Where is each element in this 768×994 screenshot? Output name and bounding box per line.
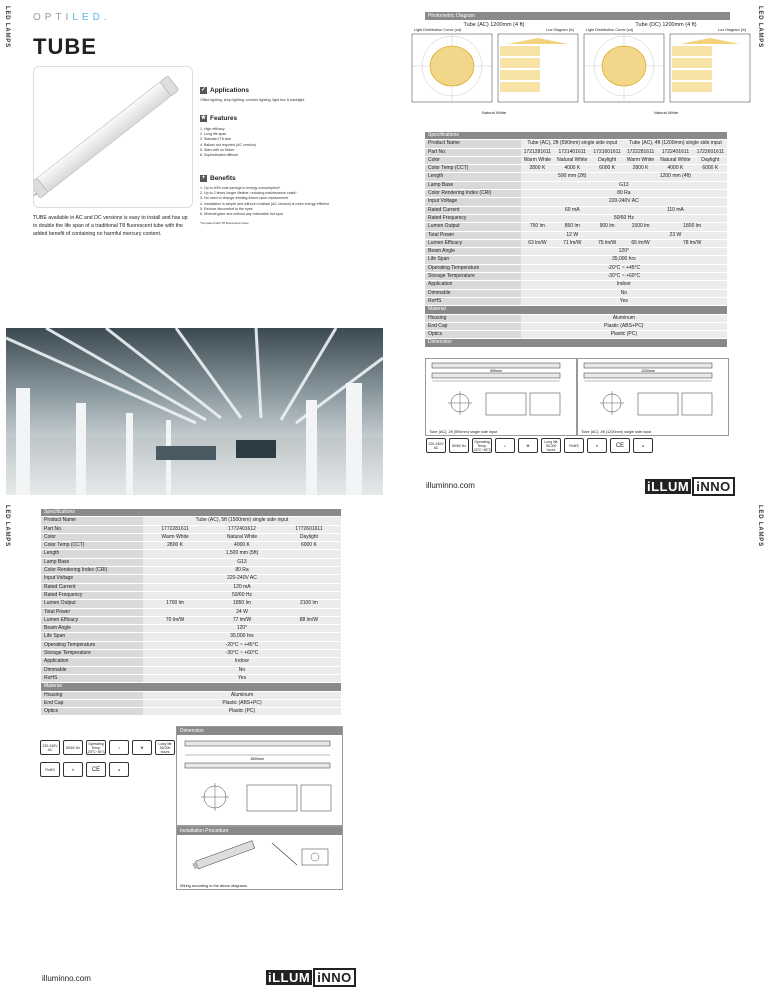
illuminno-logo-bottom xyxy=(266,968,356,987)
spec2-value: Natural White xyxy=(207,533,277,541)
table-row xyxy=(41,517,341,525)
table-row xyxy=(425,297,727,305)
table-row xyxy=(425,165,727,173)
spec1-label: Operating Temperature xyxy=(425,264,521,272)
table-row xyxy=(41,542,341,550)
table-row xyxy=(41,650,341,658)
spec2-value: 80 Ra xyxy=(143,567,341,575)
product-image xyxy=(33,66,193,208)
table-row xyxy=(41,525,341,533)
photometric-right xyxy=(580,22,752,134)
spec1-value: -20°C ~ +45°C xyxy=(521,264,727,272)
benefits-item: 4. Installation is simple and without a ballast (AC version) is more energy efficient xyxy=(200,201,329,206)
spec2-label: Rated Frequency xyxy=(41,591,143,599)
spec2-material-heading: Material xyxy=(41,683,341,691)
spec2-value: -30°C ~ +60°C xyxy=(143,650,341,658)
spec1-label: Life Span xyxy=(425,256,521,264)
spec1-value: 1721601611 xyxy=(590,148,623,156)
spec1-value: 71 lm/W xyxy=(554,239,590,247)
table-row xyxy=(425,322,727,330)
no-uv-icon: ● xyxy=(109,762,129,777)
spec1-label: Lumen Efficacy xyxy=(425,239,521,247)
benefits-item: 5. Reduce discomfort to the eyes xyxy=(200,206,253,211)
table-row xyxy=(41,550,341,558)
dimension-left-caption: Tube (AC), 2ft (590mm) single side input xyxy=(429,430,498,434)
spec1-value: 750 lm xyxy=(521,223,554,231)
installation-diagram xyxy=(177,835,342,879)
dimension-panel-right xyxy=(577,358,729,436)
table-row xyxy=(425,223,727,231)
features-heading xyxy=(200,115,237,122)
spec1-value: Natural White xyxy=(657,156,693,164)
dim-bottom-length: 1500mm xyxy=(250,757,264,761)
spec2-value: 88 lm/W xyxy=(277,616,341,624)
table-row xyxy=(425,314,727,322)
installation-panel xyxy=(176,826,343,890)
spec2-label: Operating Temperature xyxy=(41,641,143,649)
spec2-value: No xyxy=(143,666,341,674)
spec2-label: Color Temp (CCT) xyxy=(41,542,143,550)
tube-illustration xyxy=(34,67,192,207)
page-title: TUBE xyxy=(33,34,97,59)
spec2-dimension-heading: Dimension xyxy=(177,727,342,735)
ce-icon: CE xyxy=(610,438,630,453)
spec1-value: 850 lm xyxy=(554,223,590,231)
airport-photo xyxy=(6,328,383,495)
spec1-label: Rated Current xyxy=(425,206,521,214)
table-row xyxy=(425,156,727,164)
spec2-value: Plastic (PC) xyxy=(143,708,341,716)
spec1-value: 1500 lm xyxy=(624,223,657,231)
spec1-value: 50/60 Hz xyxy=(521,214,727,222)
spec2-value: 120° xyxy=(143,625,341,633)
spec2-value: 1,500 mm (5ft) xyxy=(143,550,341,558)
spec2-value: 50/60 Hz xyxy=(143,591,341,599)
spec2-value: -20°C ~ +45°C xyxy=(143,641,341,649)
spec1-label: Color Rendering Index (CRI) xyxy=(425,190,521,198)
spec2-label: Beam Angle xyxy=(41,625,143,633)
spec2-value: G13 xyxy=(143,558,341,566)
spec2-value: Tube (AC), 5ft (1500mm) single side input xyxy=(143,517,341,525)
features-item: 6. Sophisticated diffuser xyxy=(200,153,239,158)
spec2-value: Indoor xyxy=(143,658,341,666)
table-row xyxy=(41,583,341,591)
spec2-label: Input Voltage xyxy=(41,575,143,583)
ce-icon: CE xyxy=(86,762,106,777)
spec2-label: Application xyxy=(41,658,143,666)
certification-icons-1 xyxy=(426,438,656,453)
spec1-value: 35,000 hrs xyxy=(521,256,727,264)
photometric-heading: Photometric Diagram xyxy=(425,12,730,20)
table-row xyxy=(425,273,727,281)
spec2-label: Housing xyxy=(41,691,143,699)
spec2-label: Rated Current xyxy=(41,583,143,591)
spec1-label: Application xyxy=(425,281,521,289)
table-row xyxy=(41,575,341,583)
table-row xyxy=(425,281,727,289)
spec1-label: Product Name xyxy=(425,140,521,148)
benefits-list xyxy=(200,186,415,226)
spec1-label: Lumen Output xyxy=(425,223,521,231)
spec2-label: RoHS xyxy=(41,674,143,682)
table-row xyxy=(41,674,341,682)
spec1-value: 590 mm (2ft) xyxy=(521,173,624,181)
terminal-illustration xyxy=(6,328,383,495)
spec1-value: 12 W xyxy=(521,231,624,239)
table-row xyxy=(425,190,727,198)
dimension-right-caption: Tube (AC), 4ft (1200mm) single side input xyxy=(581,430,652,434)
table-row xyxy=(425,256,727,264)
spec1-value: Yes xyxy=(521,297,727,305)
photometric-left-lux-label: Lux Diagram (lx) xyxy=(546,28,574,32)
spec1-label: Beam Angle xyxy=(425,248,521,256)
spec1-value: 80 Ra xyxy=(521,190,727,198)
spec2-label: Color Rendering Index (CRI) xyxy=(41,567,143,575)
spec2-value: 120 mA xyxy=(143,583,341,591)
table-row xyxy=(425,173,727,181)
dimension-panel-bottom xyxy=(176,726,343,826)
spec1-value: 63 lm/W xyxy=(521,239,554,247)
benefits-heading xyxy=(200,175,236,182)
table-row xyxy=(425,140,727,148)
table-row xyxy=(425,331,727,339)
table-row xyxy=(425,198,727,206)
spec2-label: Length xyxy=(41,550,143,558)
table-row xyxy=(425,289,727,297)
applications-heading-label: Applications xyxy=(210,87,250,94)
logo-part-a: iLLUM xyxy=(647,479,690,494)
benefits-item: 3. No need to change existing fixture upon replacement xyxy=(200,196,289,201)
benefits-heading-label: Benefits xyxy=(210,175,236,182)
spec1-label: RoHS xyxy=(425,297,521,305)
spec2-value: 70 lm/W xyxy=(143,616,207,624)
applications-text: Office lighting, shop lighting, corridor lighting, light box & backlight xyxy=(200,98,305,102)
spec2-value: 24 W xyxy=(143,608,341,616)
spec1-value: Tube (AC), 2ft (590mm) single side input xyxy=(521,140,624,148)
spec1-value: 78 lm/W xyxy=(657,239,727,247)
spec2-value: 77 lm/W xyxy=(207,616,277,624)
spec2-value: 2100 lm xyxy=(277,600,341,608)
long-life-icon: Long life 35,000 hours xyxy=(155,740,175,755)
applications-heading xyxy=(200,87,249,94)
side-label-mid-right: LED LAMPS xyxy=(757,505,763,547)
spec1-material-heading: Material xyxy=(425,306,727,314)
spec2-label: Lamp Base xyxy=(41,558,143,566)
spec1-value: Warm White xyxy=(624,156,657,164)
table-row xyxy=(425,231,727,239)
spec2-value: Aluminum xyxy=(143,691,341,699)
photometric-right-caption: Natural White xyxy=(653,110,679,115)
spec2-value: 2800 K xyxy=(143,542,207,550)
no-mercury-icon: ☢ xyxy=(132,740,152,755)
spec1-value: 1722281611 xyxy=(624,148,657,156)
spec2-label: Part No. xyxy=(41,525,143,533)
spec1-label: Optics xyxy=(425,331,521,339)
spec1-label: Dimmable xyxy=(425,289,521,297)
table-row xyxy=(425,181,727,189)
temperature-icon: Operating Temp. -20°C~45°C xyxy=(472,439,492,452)
spec2-value: Yes xyxy=(143,674,341,682)
spec2-label: Storage Temperature xyxy=(41,650,143,658)
spec2-label: Optics xyxy=(41,708,143,716)
spec1-value: 1722401611 xyxy=(657,148,693,156)
spec2-label: Lumen Efficacy xyxy=(41,616,143,624)
check-icon: ✓ xyxy=(200,87,207,93)
spec1-value: Plastic (ABS+PC) xyxy=(521,322,727,330)
certification-icons-2b xyxy=(40,762,132,777)
weee-icon: ✕ xyxy=(587,438,607,453)
spec1-label: Total Power xyxy=(425,231,521,239)
spec1-value: 220-240V AC xyxy=(521,198,727,206)
spec1-value: G13 xyxy=(521,181,727,189)
plus-icon: + xyxy=(201,175,206,181)
table-row xyxy=(41,558,341,566)
spec1-label: Length xyxy=(425,173,521,181)
table-row xyxy=(425,239,727,247)
dim-left-length: 590mm xyxy=(490,369,502,373)
table-row xyxy=(41,641,341,649)
spec1-value: 23 W xyxy=(624,231,727,239)
dim-right-length: 1200mm xyxy=(641,369,655,373)
features-item: 5. Start with no flicker xyxy=(200,147,235,152)
table-row xyxy=(425,214,727,222)
spec1-value: 1721281611 xyxy=(521,148,554,156)
spec2-value: 1772281611 xyxy=(143,525,207,533)
installation-note: Wiring according to the above diagrams. xyxy=(180,884,248,888)
spec2-value: 1850 lm xyxy=(207,600,277,608)
spec1-label: End Cap xyxy=(425,322,521,330)
photometric-right-chart xyxy=(580,32,752,108)
spec1-value: 6000 K xyxy=(694,165,727,173)
photometric-right-curve-label: Light Distribution Curve (cd) xyxy=(586,28,634,32)
features-item: 2. Long life span xyxy=(200,132,227,137)
rohs-icon: RoHS xyxy=(564,438,584,453)
dimension-panel-left xyxy=(425,358,577,436)
spec2-value: 6000 K xyxy=(277,542,341,550)
spec1-value: 4000 K xyxy=(554,165,590,173)
table-row xyxy=(425,206,727,214)
table-row xyxy=(41,567,341,575)
spec1-value: 4000 K xyxy=(657,165,693,173)
features-heading-label: Features xyxy=(210,115,238,122)
spec2-label: Color xyxy=(41,533,143,541)
spec2-value: Warm White xyxy=(143,533,207,541)
temperature-icon: Operating Temp. -20°C~45°C xyxy=(86,741,106,754)
star-icon: ★ xyxy=(200,115,207,121)
spec1-value: 1200 mm (4ft) xyxy=(624,173,727,181)
website-link-top[interactable]: illuminno.com xyxy=(426,481,475,490)
spec1-label: Storage Temperature xyxy=(425,273,521,281)
spec2-value: 4000 K xyxy=(207,542,277,550)
spec1-label: Lamp Base xyxy=(425,181,521,189)
features-item: 3. Standard T8 size xyxy=(200,137,232,142)
photometric-left-caption: Natural White xyxy=(481,110,507,115)
dimension-drawing-right xyxy=(578,359,728,425)
side-label-mid-left: LED LAMPS xyxy=(4,505,10,547)
table-row xyxy=(425,264,727,272)
spec1-value: Warm White xyxy=(521,156,554,164)
table-row xyxy=(41,633,341,641)
spec2-value: 35,000 hrs xyxy=(143,633,341,641)
spec1-label: Rated Frequency xyxy=(425,214,521,222)
table-row xyxy=(41,591,341,599)
spec1-value: 110 mA xyxy=(624,206,727,214)
features-item: 1. High efficacy xyxy=(200,127,225,131)
photometric-left-curve-label: Light Distribution Curve (cd) xyxy=(414,28,462,32)
dimension-drawing-bottom xyxy=(177,735,342,823)
table-row xyxy=(425,248,727,256)
table-row xyxy=(41,699,341,707)
spec1-label: Color Temp (CCT) xyxy=(425,165,521,173)
spec1-value: Daylight xyxy=(694,156,727,164)
frequency-icon: 50/60 Hz xyxy=(449,438,469,453)
spec1-heading: Specifications xyxy=(425,132,727,140)
spec1-label: Input Voltage xyxy=(425,198,521,206)
brand-name-b: LED. xyxy=(72,12,111,23)
weee-icon: ✕ xyxy=(63,762,83,777)
table-row xyxy=(41,625,341,633)
brand-logo xyxy=(33,12,111,23)
benefits-item: 6. Minimal glare and without any noticeable hot spot xyxy=(200,212,283,217)
table-row xyxy=(41,691,341,699)
spec1-value: Tube (AC), 4ft (1200mm) single side input xyxy=(624,140,727,148)
rohs-icon: RoHS xyxy=(40,762,60,777)
spec1-value: 75 lm/W xyxy=(590,239,623,247)
spec1-value: 60 mA xyxy=(521,206,624,214)
benefits-note: *compared with T8 fluorescent tubes xyxy=(200,221,249,226)
spec-table-1 xyxy=(425,132,727,348)
spec1-label: Color xyxy=(425,156,521,164)
dimension-drawing-left xyxy=(426,359,576,425)
spec2-value: Plastic (ABS+PC) xyxy=(143,699,341,707)
spec1-value: 2800 K xyxy=(521,165,554,173)
table-row xyxy=(41,666,341,674)
features-list xyxy=(200,127,410,158)
spec1-value: 6000 K xyxy=(590,165,623,173)
benefits-item: 2. Up to 2 times longer lifetime, reducing maintenance costs* xyxy=(200,191,297,196)
spec1-value: Natural White xyxy=(554,156,590,164)
spec2-label: Life Span xyxy=(41,633,143,641)
spec-table-2 xyxy=(41,509,341,716)
table-row xyxy=(41,608,341,616)
features-item: 4. Ballast not required (AC version) xyxy=(200,142,256,147)
indoor-icon: ⌂ xyxy=(109,740,129,755)
table-row xyxy=(41,600,341,608)
side-label-top-right: LED LAMPS xyxy=(757,6,763,48)
spec2-label: Dimmable xyxy=(41,666,143,674)
side-label-top-left: LED LAMPS xyxy=(4,6,10,48)
photometric-left-title: Tube (AC) 1200mm (4 ft) xyxy=(463,22,525,28)
installation-heading: Installation Procedure xyxy=(177,827,342,835)
spec1-value: Aluminum xyxy=(521,314,727,322)
table-row xyxy=(425,148,727,156)
spec1-value: 120° xyxy=(521,248,727,256)
table-row xyxy=(41,658,341,666)
product-description: TUBE available in AC and DC versions is easy to install and has up to double the life span of a traditional T8 fluorescent tube with the added benefit of containing no harmful mercury content. xyxy=(33,215,188,237)
photometric-right-title: Tube (DC) 1200mm (4 ft) xyxy=(635,22,697,28)
spec1-value: -30°C ~ +60°C xyxy=(521,273,727,281)
no-uv-icon: ● xyxy=(633,438,653,453)
long-life-icon: Long life 35,000 hours xyxy=(541,438,561,453)
spec1-value: 900 lm xyxy=(590,223,623,231)
certification-icons-2a xyxy=(40,740,178,755)
spec2-value: Daylight xyxy=(277,533,341,541)
spec2-heading: Specifications xyxy=(41,509,341,517)
spec2-value: 1700 lm xyxy=(143,600,207,608)
table-row xyxy=(41,708,341,716)
spec1-value: Daylight xyxy=(590,156,623,164)
spec1-label: Part No. xyxy=(425,148,521,156)
spec1-value: 2800 K xyxy=(624,165,657,173)
frequency-icon: 50/60 Hz xyxy=(63,740,83,755)
logo-part-b: iNNO xyxy=(692,477,735,496)
spec1-value: 1721401611 xyxy=(554,148,590,156)
spec1-value: 65 lm/W xyxy=(624,239,657,247)
spec1-value: No xyxy=(521,289,727,297)
table-row xyxy=(41,533,341,541)
logo-part-a: iLLUM xyxy=(268,970,311,985)
spec1-value: Plastic (PC) xyxy=(521,331,727,339)
spec2-label: End Cap xyxy=(41,699,143,707)
photometric-left-chart xyxy=(408,32,580,108)
logo-part-b: iNNO xyxy=(313,968,356,987)
spec1-dimension-heading: Dimension xyxy=(425,339,727,347)
photometric-right-lux-label: Lux Diagram (lx) xyxy=(718,28,746,32)
website-link-bottom[interactable]: illuminno.com xyxy=(42,974,91,983)
spec1-value: 1800 lm xyxy=(657,223,727,231)
photometric-left xyxy=(408,22,580,134)
voltage-icon: 220-240V AC xyxy=(40,740,60,755)
spec2-value: 1772601611 xyxy=(277,525,341,533)
spec1-value: 1722601611 xyxy=(694,148,727,156)
illuminno-logo-top xyxy=(645,477,735,496)
spec2-value: 1772401612 xyxy=(207,525,277,533)
spec2-value: 220-240V AC xyxy=(143,575,341,583)
brand-name-a: OPTI xyxy=(33,12,73,23)
voltage-icon: 220-240V AC xyxy=(426,438,446,453)
spec2-label: Total Power xyxy=(41,608,143,616)
spec2-label: Product Name xyxy=(41,517,143,525)
spec2-label: Lumen Output xyxy=(41,600,143,608)
benefits-item: 1. Up to 40% cost savings in energy consumption* xyxy=(200,186,281,190)
spec1-value: Indoor xyxy=(521,281,727,289)
spec1-label: Housing xyxy=(425,314,521,322)
no-mercury-icon: ☢ xyxy=(518,438,538,453)
indoor-icon: ⌂ xyxy=(495,438,515,453)
table-row xyxy=(41,616,341,624)
